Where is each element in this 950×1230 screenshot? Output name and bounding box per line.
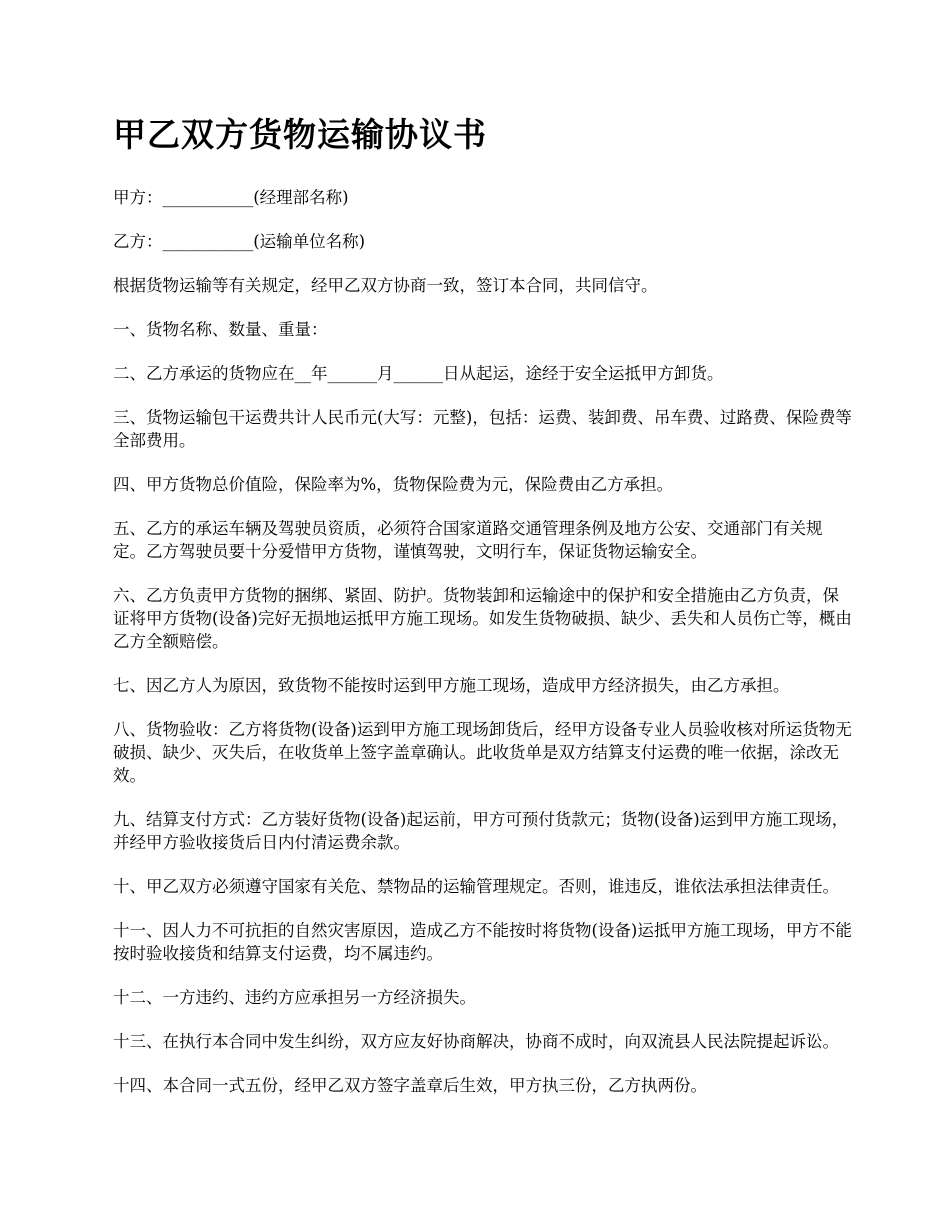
document-page (113, 112, 853, 1118)
document-title: 甲乙双方货物运输协议书 (113, 115, 487, 154)
party-b-line: 乙方：___________(运输单位名称) (113, 232, 366, 251)
clause-9: 九、结算支付方式：乙方装好货物(设备)起运前，甲方可预付货款元；货物(设备)运到甲方施工现场，并经甲方验收接货后日内付清运费余款。 (113, 810, 849, 852)
clause-5: 五、乙方的承运车辆及驾驶员资质，必须符合国家道路交通管理条例及地方公安、交通部门有关规定。乙方驾驶员要十分爱惜甲方货物，谨慎驾驶，文明行车，保证货物运输安全。 (113, 519, 823, 561)
clause-3: 三、货物运输包干运费共计人民币元(大写：元整)，包括：运费、装卸费、吊车费、过路费、保险费等全部费用。 (113, 408, 852, 450)
clause-1: 一、货物名称、数量、重量： (113, 320, 328, 339)
clause-7: 七、因乙方人为原因，致货物不能按时运到甲方施工现场，造成甲方经济损失，由乙方承担。 (113, 676, 790, 695)
preamble-paragraph: 根据货物运输等有关规定，经甲乙双方协商一致，签订本合同，共同信守。 (113, 276, 658, 295)
clause-14: 十四、本合同一式五份，经甲乙双方签字盖章后生效，甲方执三份，乙方执两份。 (113, 1076, 707, 1095)
party-a-line: 甲方：___________(经理部名称) (113, 188, 349, 207)
clause-12: 十二、一方违约、违约方应承担另一方经济损失。 (113, 988, 476, 1007)
clause-4: 四、甲方货物总价值险，保险率为%，货物保险费为元，保险费由乙方承担。 (113, 475, 674, 494)
clause-10: 十、甲乙双方必须遵守国家有关危、禁物品的运输管理规定。否则，谁违反，谁依法承担法律责任。 (113, 877, 839, 896)
clause-8: 八、货物验收：乙方将货物(设备)运到甲方施工现场卸货后，经甲方设备专业人员验收核对所运货物无破损、缺少、灭失后，在收货单上签字盖章确认。此收货单是双方结算支付运费的唯一依据，涂改无效。 (113, 720, 852, 785)
clause-2: 二、乙方承运的货物应在__年______月______日从起运，途经于安全运抵甲方卸货。 (113, 364, 724, 383)
clause-6: 六、乙方负责甲方货物的捆绑、紧固、防护。货物装卸和运输途中的保护和安全措施由乙方负责，保证将甲方货物(设备)完好无损地运抵甲方施工现场。如发生货物破损、缺少、丢失和人员伤亡等，概由乙方全额赔偿。 (113, 586, 852, 651)
clause-13: 十三、在执行本合同中发生纠纷，双方应友好协商解决，协商不成时，向双流县人民法院提起诉讼。 (113, 1032, 839, 1051)
clause-11: 十一、因人力不可抗拒的自然灾害原因，造成乙方不能按时将货物(设备)运抵甲方施工现场，甲方不能按时验收接货和结算支付运费，均不属违约。 (113, 921, 852, 963)
